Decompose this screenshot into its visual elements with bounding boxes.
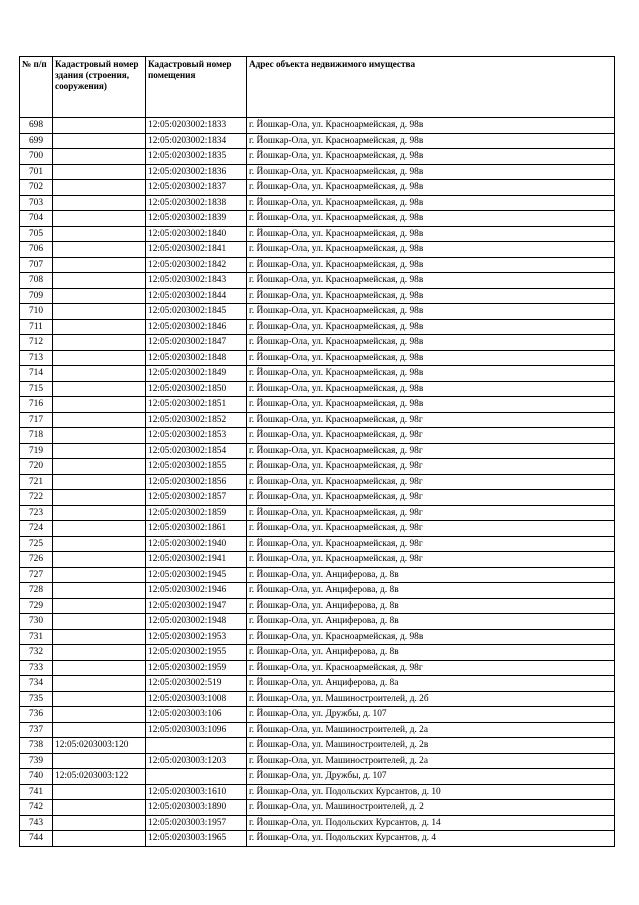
row-num: 744 xyxy=(20,831,53,847)
building-cadastral: 12:05:0203003:120 xyxy=(53,738,146,754)
premise-cadastral: 12:05:0203002:1855 xyxy=(146,459,247,475)
table-row xyxy=(20,614,615,630)
table-row xyxy=(20,164,615,180)
table-row xyxy=(20,676,615,692)
table-row xyxy=(20,536,615,552)
table-row xyxy=(20,319,615,335)
premise-cadastral: 12:05:0203002:1859 xyxy=(146,505,247,521)
address: г. Йошкар-Ола, ул. Красноармейская, д. 98г xyxy=(247,505,615,521)
row-num: 737 xyxy=(20,722,53,738)
address: г. Йошкар-Ола, ул. Красноармейская, д. 98в xyxy=(247,350,615,366)
premise-cadastral: 12:05:0203002:1841 xyxy=(146,242,247,258)
premise-cadastral: 12:05:0203003:1203 xyxy=(146,753,247,769)
building-cadastral xyxy=(53,567,146,583)
premise-cadastral: 12:05:0203002:1836 xyxy=(146,164,247,180)
table-row xyxy=(20,366,615,382)
address: г. Йошкар-Ола, ул. Дружбы, д. 107 xyxy=(247,707,615,723)
row-num: 723 xyxy=(20,505,53,521)
row-num: 725 xyxy=(20,536,53,552)
address: г. Йошкар-Ола, ул. Красноармейская, д. 98в xyxy=(247,118,615,134)
building-cadastral xyxy=(53,149,146,165)
table-row xyxy=(20,149,615,165)
building-cadastral xyxy=(53,133,146,149)
address: г. Йошкар-Ола, ул. Дружбы, д. 107 xyxy=(247,769,615,785)
table-row xyxy=(20,412,615,428)
building-cadastral xyxy=(53,180,146,196)
row-num: 740 xyxy=(20,769,53,785)
premise-cadastral: 12:05:0203002:1848 xyxy=(146,350,247,366)
building-cadastral xyxy=(53,397,146,413)
building-cadastral xyxy=(53,381,146,397)
address: г. Йошкар-Ола, ул. Анциферова, д. 8в xyxy=(247,583,615,599)
table-row xyxy=(20,474,615,490)
address: г. Йошкар-Ола, ул. Подольских Курсантов, д. 10 xyxy=(247,784,615,800)
row-num: 719 xyxy=(20,443,53,459)
table-row xyxy=(20,195,615,211)
table-row xyxy=(20,397,615,413)
premise-cadastral: 12:05:0203002:1959 xyxy=(146,660,247,676)
premise-cadastral: 12:05:0203002:1847 xyxy=(146,335,247,351)
premise-cadastral: 12:05:0203002:1851 xyxy=(146,397,247,413)
building-cadastral xyxy=(53,335,146,351)
building-cadastral xyxy=(53,195,146,211)
row-num: 742 xyxy=(20,800,53,816)
building-cadastral xyxy=(53,118,146,134)
address: г. Йошкар-Ола, ул. Подольских Курсантов, д. 4 xyxy=(247,831,615,847)
address: г. Йошкар-Ола, ул. Красноармейская, д. 98в xyxy=(247,319,615,335)
building-cadastral xyxy=(53,459,146,475)
address: г. Йошкар-Ола, ул. Красноармейская, д. 98в xyxy=(247,180,615,196)
table-row xyxy=(20,753,615,769)
premise-cadastral: 12:05:0203002:1843 xyxy=(146,273,247,289)
premise-cadastral: 12:05:0203002:1853 xyxy=(146,428,247,444)
premise-cadastral: 12:05:0203002:1854 xyxy=(146,443,247,459)
row-num: 736 xyxy=(20,707,53,723)
address: г. Йошкар-Ола, ул. Красноармейская, д. 98в xyxy=(247,242,615,258)
premise-cadastral: 12:05:0203002:1945 xyxy=(146,567,247,583)
row-num: 716 xyxy=(20,397,53,413)
building-cadastral xyxy=(53,428,146,444)
premise-cadastral: 12:05:0203002:1838 xyxy=(146,195,247,211)
address: г. Йошкар-Ола, ул. Красноармейская, д. 98в xyxy=(247,288,615,304)
premise-cadastral: 12:05:0203002:1839 xyxy=(146,211,247,227)
table-row xyxy=(20,257,615,273)
header-building-cadastral: Кадастровый номер здания (строения, сооружения) xyxy=(53,57,146,118)
row-num: 718 xyxy=(20,428,53,444)
table-row xyxy=(20,180,615,196)
table-row xyxy=(20,505,615,521)
building-cadastral xyxy=(53,474,146,490)
row-num: 703 xyxy=(20,195,53,211)
building-cadastral xyxy=(53,583,146,599)
row-num: 720 xyxy=(20,459,53,475)
address: г. Йошкар-Ола, ул. Машиностроителей, д. 2 xyxy=(247,800,615,816)
address: г. Йошкар-Ола, ул. Красноармейская, д. 98г xyxy=(247,521,615,537)
building-cadastral xyxy=(53,319,146,335)
premise-cadastral: 12:05:0203002:1833 xyxy=(146,118,247,134)
table-row xyxy=(20,738,615,754)
building-cadastral xyxy=(53,164,146,180)
building-cadastral xyxy=(53,273,146,289)
address: г. Йошкар-Ола, ул. Анциферова, д. 8в xyxy=(247,567,615,583)
row-num: 705 xyxy=(20,226,53,242)
premise-cadastral: 12:05:0203002:1940 xyxy=(146,536,247,552)
address: г. Йошкар-Ола, ул. Красноармейская, д. 98г xyxy=(247,428,615,444)
row-num: 713 xyxy=(20,350,53,366)
address: г. Йошкар-Ола, ул. Красноармейская, д. 98г xyxy=(247,412,615,428)
premise-cadastral: 12:05:0203002:1941 xyxy=(146,552,247,568)
address: г. Йошкар-Ола, ул. Красноармейская, д. 98г xyxy=(247,474,615,490)
building-cadastral xyxy=(53,815,146,831)
address: г. Йошкар-Ола, ул. Анциферова, д. 8в xyxy=(247,614,615,630)
premise-cadastral: 12:05:0203002:519 xyxy=(146,676,247,692)
table-row xyxy=(20,769,615,785)
premise-cadastral: 12:05:0203003:106 xyxy=(146,707,247,723)
address: г. Йошкар-Ола, ул. Красноармейская, д. 98в xyxy=(247,195,615,211)
row-num: 710 xyxy=(20,304,53,320)
address: г. Йошкар-Ола, ул. Красноармейская, д. 98в xyxy=(247,226,615,242)
premise-cadastral: 12:05:0203002:1948 xyxy=(146,614,247,630)
premise-cadastral: 12:05:0203002:1842 xyxy=(146,257,247,273)
premise-cadastral: 12:05:0203003:1957 xyxy=(146,815,247,831)
building-cadastral xyxy=(53,242,146,258)
building-cadastral xyxy=(53,412,146,428)
row-num: 698 xyxy=(20,118,53,134)
table-row xyxy=(20,288,615,304)
row-num: 727 xyxy=(20,567,53,583)
table-row xyxy=(20,800,615,816)
premise-cadastral: 12:05:0203003:1008 xyxy=(146,691,247,707)
row-num: 701 xyxy=(20,164,53,180)
table-row xyxy=(20,118,615,134)
row-num: 724 xyxy=(20,521,53,537)
premise-cadastral xyxy=(146,769,247,785)
table-row xyxy=(20,815,615,831)
address: г. Йошкар-Ола, ул. Анциферова, д. 8в xyxy=(247,598,615,614)
address: г. Йошкар-Ола, ул. Анциферова, д. 8а xyxy=(247,676,615,692)
premise-cadastral: 12:05:0203002:1861 xyxy=(146,521,247,537)
building-cadastral xyxy=(53,722,146,738)
address: г. Йошкар-Ола, ул. Красноармейская, д. 98г xyxy=(247,536,615,552)
building-cadastral xyxy=(53,800,146,816)
table-row xyxy=(20,350,615,366)
row-num: 706 xyxy=(20,242,53,258)
premise-cadastral: 12:05:0203002:1947 xyxy=(146,598,247,614)
table-row xyxy=(20,707,615,723)
building-cadastral xyxy=(53,521,146,537)
building-cadastral xyxy=(53,443,146,459)
table-row xyxy=(20,521,615,537)
table-row xyxy=(20,629,615,645)
table-row xyxy=(20,722,615,738)
premise-cadastral: 12:05:0203003:1965 xyxy=(146,831,247,847)
premise-cadastral: 12:05:0203002:1849 xyxy=(146,366,247,382)
table-row xyxy=(20,226,615,242)
table-row xyxy=(20,784,615,800)
address: г. Йошкар-Ола, ул. Анциферова, д. 8в xyxy=(247,645,615,661)
building-cadastral xyxy=(53,753,146,769)
building-cadastral xyxy=(53,505,146,521)
table-row xyxy=(20,428,615,444)
premise-cadastral: 12:05:0203002:1835 xyxy=(146,149,247,165)
table-row xyxy=(20,459,615,475)
table-row xyxy=(20,567,615,583)
building-cadastral xyxy=(53,614,146,630)
premise-cadastral: 12:05:0203002:1857 xyxy=(146,490,247,506)
address: г. Йошкар-Ола, ул. Красноармейская, д. 98в xyxy=(247,273,615,289)
row-num: 708 xyxy=(20,273,53,289)
address: г. Йошкар-Ола, ул. Красноармейская, д. 98в xyxy=(247,164,615,180)
table-row xyxy=(20,660,615,676)
address: г. Йошкар-Ола, ул. Красноармейская, д. 98в xyxy=(247,257,615,273)
table-row xyxy=(20,552,615,568)
building-cadastral xyxy=(53,211,146,227)
row-num: 729 xyxy=(20,598,53,614)
building-cadastral xyxy=(53,304,146,320)
address: г. Йошкар-Ола, ул. Красноармейская, д. 98в xyxy=(247,397,615,413)
table-row xyxy=(20,381,615,397)
building-cadastral xyxy=(53,536,146,552)
premise-cadastral: 12:05:0203002:1852 xyxy=(146,412,247,428)
row-num: 721 xyxy=(20,474,53,490)
premise-cadastral: 12:05:0203002:1834 xyxy=(146,133,247,149)
table-body xyxy=(20,118,615,847)
address: г. Йошкар-Ола, ул. Красноармейская, д. 98в xyxy=(247,211,615,227)
premise-cadastral: 12:05:0203002:1846 xyxy=(146,319,247,335)
address: г. Йошкар-Ола, ул. Красноармейская, д. 98г xyxy=(247,443,615,459)
address: г. Йошкар-Ола, ул. Подольских Курсантов, д. 14 xyxy=(247,815,615,831)
row-num: 702 xyxy=(20,180,53,196)
building-cadastral: 12:05:0203003:122 xyxy=(53,769,146,785)
address: г. Йошкар-Ола, ул. Красноармейская, д. 98г xyxy=(247,459,615,475)
row-num: 709 xyxy=(20,288,53,304)
premise-cadastral xyxy=(146,738,247,754)
building-cadastral xyxy=(53,660,146,676)
row-num: 704 xyxy=(20,211,53,227)
building-cadastral xyxy=(53,288,146,304)
address: г. Йошкар-Ола, ул. Красноармейская, д. 98в xyxy=(247,629,615,645)
building-cadastral xyxy=(53,645,146,661)
row-num: 711 xyxy=(20,319,53,335)
address: г. Йошкар-Ола, ул. Красноармейская, д. 98в xyxy=(247,133,615,149)
table-row xyxy=(20,583,615,599)
row-num: 731 xyxy=(20,629,53,645)
header-row xyxy=(20,57,615,118)
address: г. Йошкар-Ола, ул. Машиностроителей, д. 2а xyxy=(247,722,615,738)
row-num: 714 xyxy=(20,366,53,382)
building-cadastral xyxy=(53,831,146,847)
premise-cadastral: 12:05:0203002:1856 xyxy=(146,474,247,490)
address: г. Йошкар-Ола, ул. Красноармейская, д. 98в xyxy=(247,304,615,320)
address: г. Йошкар-Ола, ул. Красноармейская, д. 98г xyxy=(247,660,615,676)
table-row xyxy=(20,273,615,289)
building-cadastral xyxy=(53,350,146,366)
row-num: 728 xyxy=(20,583,53,599)
table-row xyxy=(20,691,615,707)
premise-cadastral: 12:05:0203002:1840 xyxy=(146,226,247,242)
table-row xyxy=(20,598,615,614)
premise-cadastral: 12:05:0203002:1845 xyxy=(146,304,247,320)
premise-cadastral: 12:05:0203002:1953 xyxy=(146,629,247,645)
row-num: 743 xyxy=(20,815,53,831)
row-num: 726 xyxy=(20,552,53,568)
building-cadastral xyxy=(53,490,146,506)
building-cadastral xyxy=(53,257,146,273)
address: г. Йошкар-Ола, ул. Красноармейская, д. 98г xyxy=(247,490,615,506)
address: г. Йошкар-Ола, ул. Машиностроителей, д. 2б xyxy=(247,691,615,707)
address: г. Йошкар-Ола, ул. Красноармейская, д. 98в xyxy=(247,335,615,351)
row-num: 722 xyxy=(20,490,53,506)
table-row xyxy=(20,335,615,351)
table-row xyxy=(20,490,615,506)
table-row xyxy=(20,645,615,661)
row-num: 699 xyxy=(20,133,53,149)
table-row xyxy=(20,831,615,847)
address: г. Йошкар-Ола, ул. Красноармейская, д. 98г xyxy=(247,552,615,568)
row-num: 735 xyxy=(20,691,53,707)
row-num: 700 xyxy=(20,149,53,165)
row-num: 717 xyxy=(20,412,53,428)
building-cadastral xyxy=(53,676,146,692)
premise-cadastral: 12:05:0203002:1837 xyxy=(146,180,247,196)
row-num: 734 xyxy=(20,676,53,692)
row-num: 732 xyxy=(20,645,53,661)
address: г. Йошкар-Ола, ул. Красноармейская, д. 98в xyxy=(247,381,615,397)
table-row xyxy=(20,443,615,459)
building-cadastral xyxy=(53,366,146,382)
address: г. Йошкар-Ола, ул. Машиностроителей, д. 2а xyxy=(247,753,615,769)
address: г. Йошкар-Ола, ул. Красноармейская, д. 98в xyxy=(247,366,615,382)
premise-cadastral: 12:05:0203002:1955 xyxy=(146,645,247,661)
premise-cadastral: 12:05:0203003:1890 xyxy=(146,800,247,816)
premise-cadastral: 12:05:0203003:1096 xyxy=(146,722,247,738)
row-num: 707 xyxy=(20,257,53,273)
premise-cadastral: 12:05:0203002:1946 xyxy=(146,583,247,599)
table-row xyxy=(20,133,615,149)
row-num: 712 xyxy=(20,335,53,351)
table-row xyxy=(20,242,615,258)
row-num: 739 xyxy=(20,753,53,769)
building-cadastral xyxy=(53,707,146,723)
row-num: 738 xyxy=(20,738,53,754)
premise-cadastral: 12:05:0203002:1844 xyxy=(146,288,247,304)
address: г. Йошкар-Ола, ул. Красноармейская, д. 98в xyxy=(247,149,615,165)
registry-table xyxy=(19,56,615,847)
building-cadastral xyxy=(53,784,146,800)
premise-cadastral: 12:05:0203002:1850 xyxy=(146,381,247,397)
header-address: Адрес объекта недвижимого имущества xyxy=(247,57,615,118)
building-cadastral xyxy=(53,552,146,568)
header-premise-cadastral: Кадастровый номер помещения xyxy=(146,57,247,118)
row-num: 730 xyxy=(20,614,53,630)
building-cadastral xyxy=(53,226,146,242)
table-row xyxy=(20,304,615,320)
premise-cadastral: 12:05:0203003:1610 xyxy=(146,784,247,800)
row-num: 715 xyxy=(20,381,53,397)
address: г. Йошкар-Ола, ул. Машиностроителей, д. 2в xyxy=(247,738,615,754)
row-num: 741 xyxy=(20,784,53,800)
table-row xyxy=(20,211,615,227)
building-cadastral xyxy=(53,629,146,645)
row-num: 733 xyxy=(20,660,53,676)
building-cadastral xyxy=(53,691,146,707)
header-num: № п/п xyxy=(20,57,53,118)
building-cadastral xyxy=(53,598,146,614)
